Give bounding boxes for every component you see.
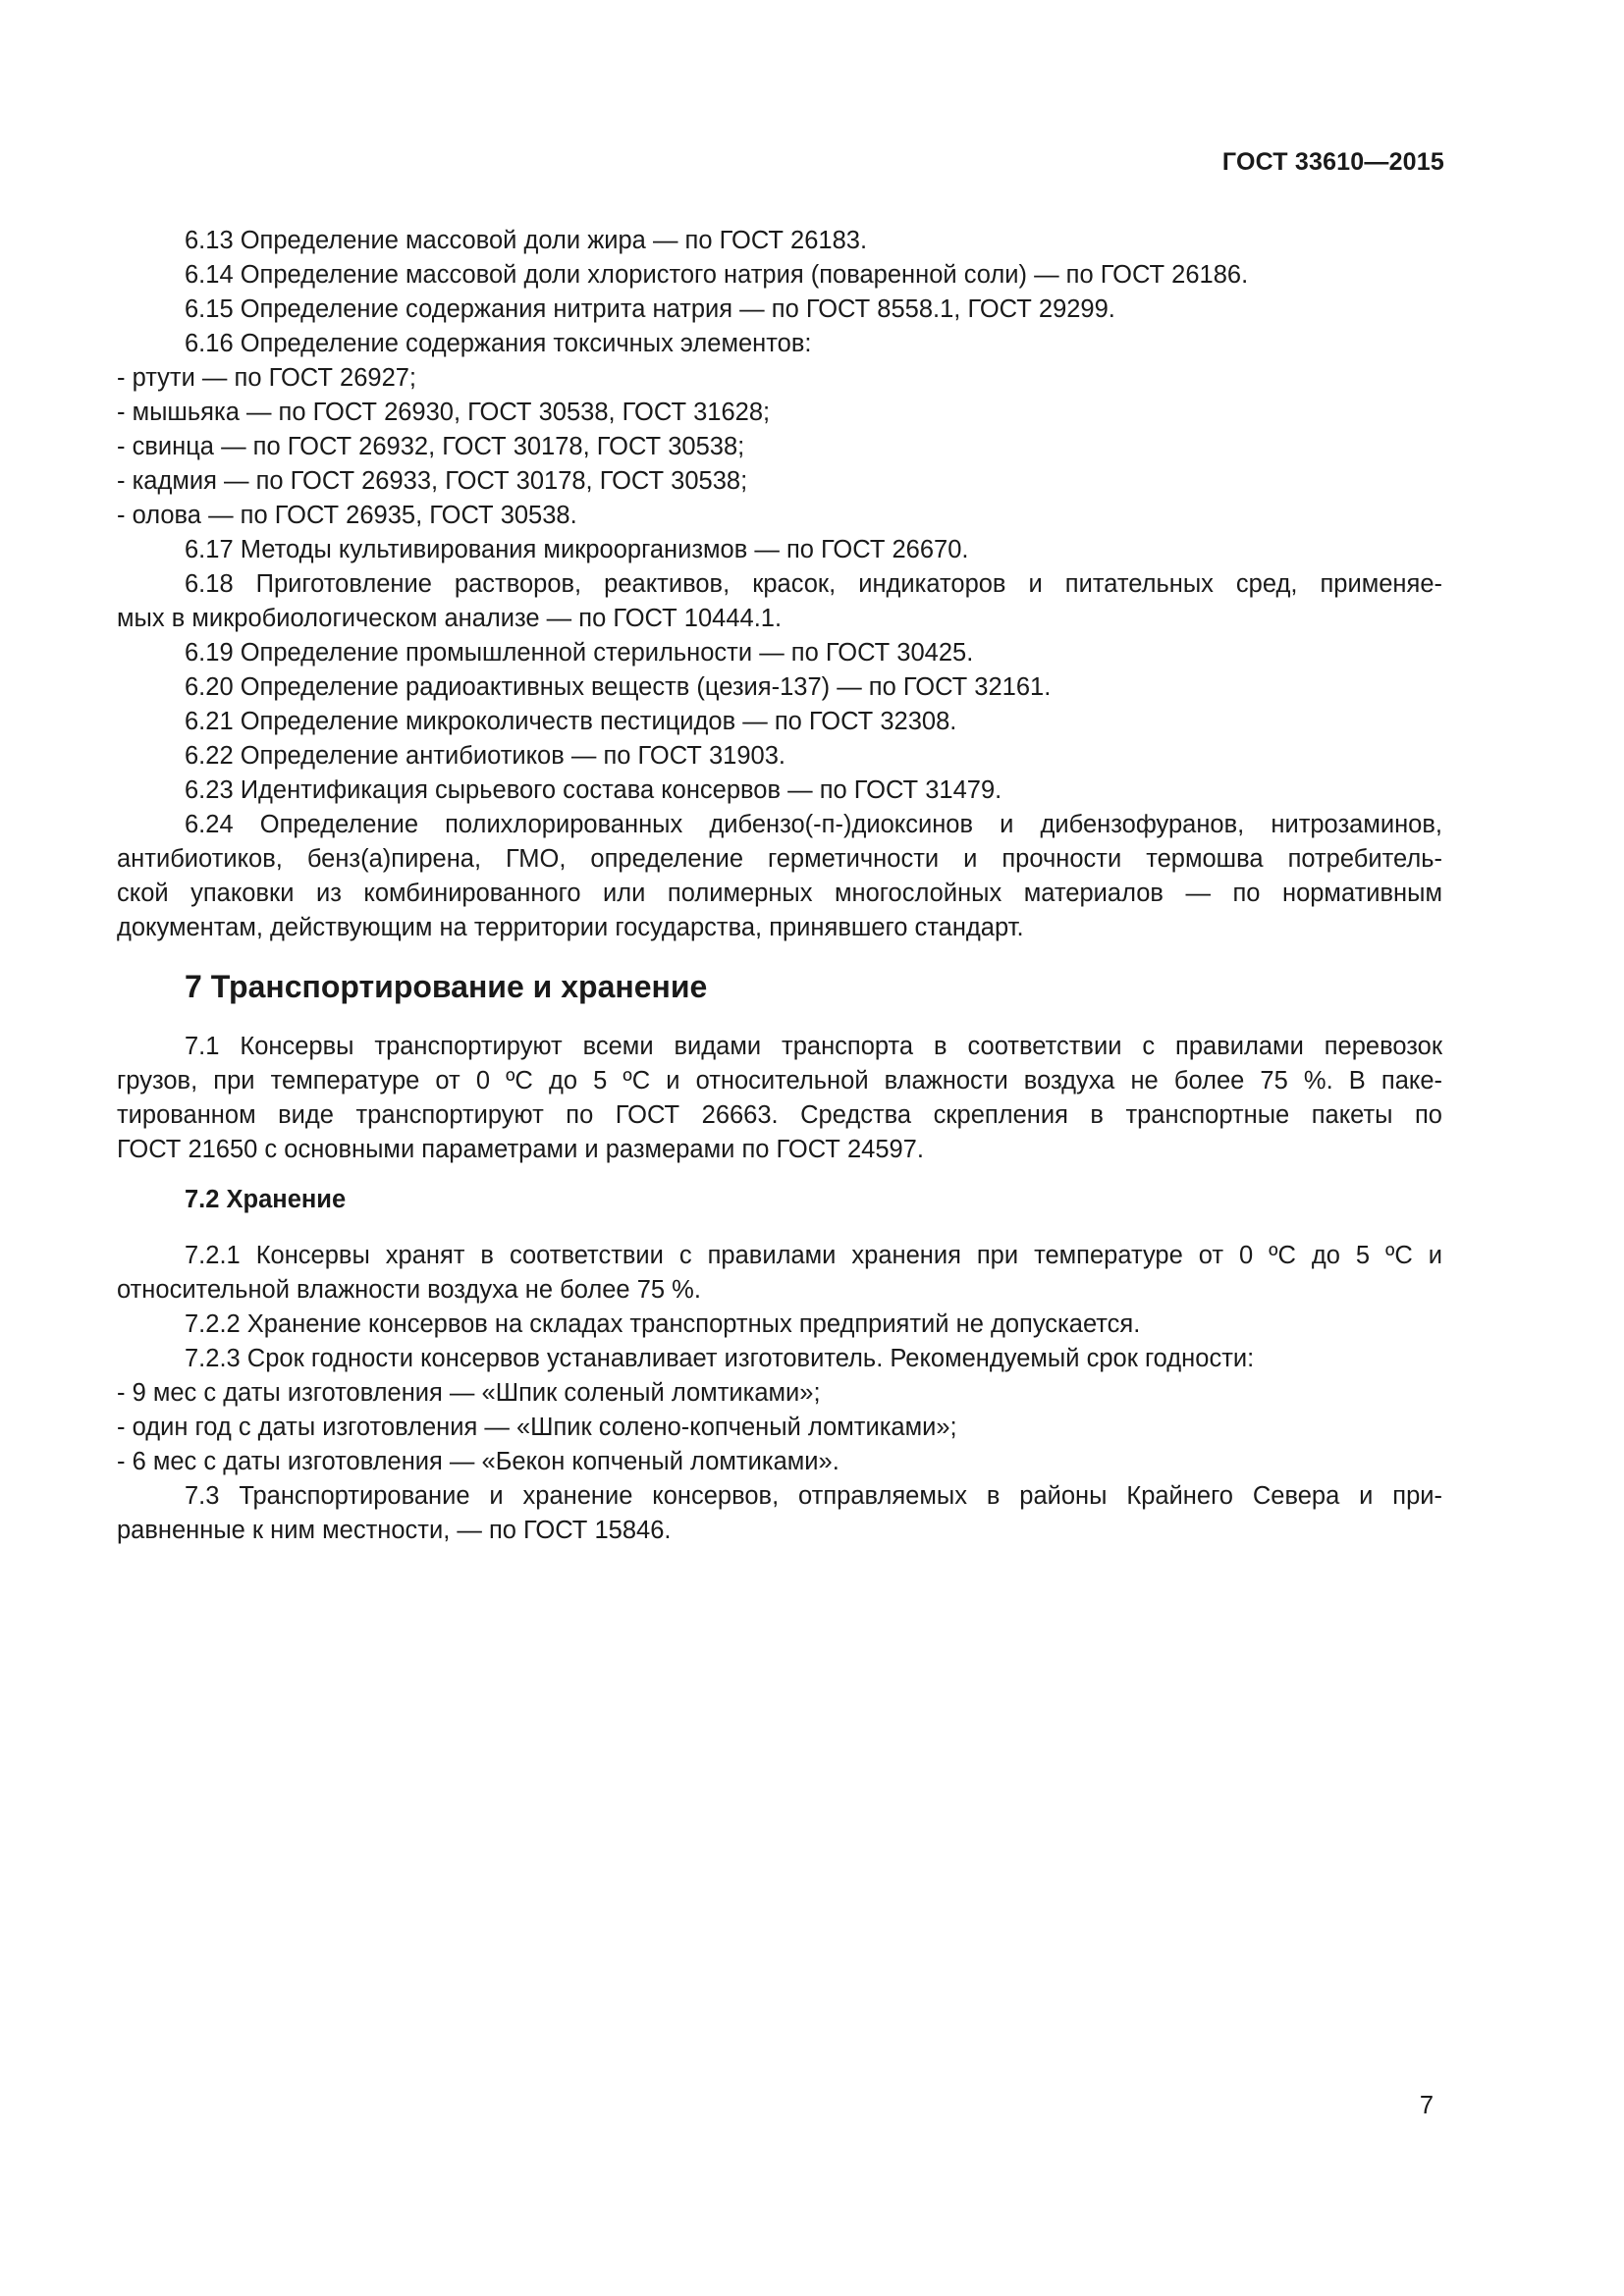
text-line: - 9 мес с даты изготовления — «Шпик соленый ломтиками»; xyxy=(117,1379,821,1407)
page-number: 7 xyxy=(1419,2092,1434,2119)
text-line: 6.23 Идентификация сырьевого состава консервов — по ГОСТ 31479. xyxy=(185,776,1002,804)
subsection-7-2-body xyxy=(117,1239,1442,1548)
text-line: грузов, при температуре от 0 ºС до 5 ºС и относительной влажности воздуха не более 75 %. В паке- xyxy=(117,1067,1442,1095)
text-line: тированном виде транспортируют по ГОСТ 26663. Средства скрепления в транспортные пакеты по xyxy=(117,1101,1442,1129)
text-line: ГОСТ 21650 с основными параметрами и размерами по ГОСТ 24597. xyxy=(117,1136,924,1163)
paragraph-7-1 xyxy=(117,1030,1442,1167)
text-line: ской упаковки из комбинированного или полимерных многослойных материалов — по нормативным xyxy=(117,880,1442,907)
text-line: относительной влажности воздуха не более 75 %. xyxy=(117,1276,701,1304)
document-body xyxy=(117,224,1442,1548)
text-line: 7.3 Транспортирование и хранение консервов, отправляемых в районы Крайнего Севера и при- xyxy=(185,1482,1442,1510)
text-line: 6.21 Определение микроколичеств пестицидов — по ГОСТ 32308. xyxy=(185,708,957,735)
text-line: документам, действующим на территории государства, принявшего стандарт. xyxy=(117,914,1024,941)
text-line: - ртути — по ГОСТ 26927; xyxy=(117,364,417,392)
text-line: - свинца — по ГОСТ 26932, ГОСТ 30178, ГОСТ 30538; xyxy=(117,433,745,460)
section-7-title: 7 Транспортирование и хранение xyxy=(185,969,708,1004)
text-line: 6.22 Определение антибиотиков — по ГОСТ 31903. xyxy=(185,742,785,770)
document-id-header: ГОСТ 33610—2015 xyxy=(1221,148,1444,176)
text-line: - 6 мес с даты изготовления — «Бекон копченый ломтиками». xyxy=(117,1448,839,1475)
text-line: - мышьяка — по ГОСТ 26930, ГОСТ 30538, ГОСТ 31628; xyxy=(117,399,771,426)
text-line: - олова — по ГОСТ 26935, ГОСТ 30538. xyxy=(117,502,577,529)
text-line: 6.15 Определение содержания нитрита натрия — по ГОСТ 8558.1, ГОСТ 29299. xyxy=(185,295,1115,323)
text-line: 6.13 Определение массовой доли жира — по ГОСТ 26183. xyxy=(185,227,868,254)
text-line: 6.24 Определение полихлорированных дибензо(-п-)диоксинов и дибензофуранов, нитрозаминов, xyxy=(185,811,1442,838)
subsection-7-2-title: 7.2 Хранение xyxy=(185,1186,347,1213)
text-line: 6.14 Определение массовой доли хлористого натрия (поваренной соли) — по ГОСТ 26186. xyxy=(185,261,1249,289)
text-line: 6.16 Определение содержания токсичных элементов: xyxy=(185,330,812,357)
text-line: 6.20 Определение радиоактивных веществ (цезия-137) — по ГОСТ 32161. xyxy=(185,673,1052,701)
text-line: антибиотиков, бенз(а)пирена, ГМО, определение герметичности и прочности термошва потребитель- xyxy=(117,845,1442,873)
text-line: 7.2.2 Хранение консервов на складах транспортных предприятий не допускается. xyxy=(185,1310,1141,1338)
text-line: 7.2.1 Консервы хранят в соответствии с правилами хранения при температуре от 0 ºС до 5 ºС и xyxy=(185,1242,1442,1269)
text-line: 7.1 Консервы транспортируют всеми видами транспорта в соответствии с правилами перевозок xyxy=(185,1033,1442,1060)
text-line: мых в микробиологическом анализе — по ГОСТ 10444.1. xyxy=(117,605,783,632)
text-line: 6.19 Определение промышленной стерильности — по ГОСТ 30425. xyxy=(185,639,974,667)
text-line: 6.17 Методы культивирования микроорганизмов — по ГОСТ 26670. xyxy=(185,536,969,563)
text-line: - кадмия — по ГОСТ 26933, ГОСТ 30178, ГОСТ 30538; xyxy=(117,467,748,495)
text-line: равненные к ним местности, — по ГОСТ 15846. xyxy=(117,1517,672,1544)
text-line: - один год с даты изготовления — «Шпик солено-копченый ломтиками»; xyxy=(117,1414,957,1441)
section-6-list xyxy=(117,224,1442,945)
text-line: 7.2.3 Срок годности консервов устанавливает изготовитель. Рекомендуемый срок годности: xyxy=(185,1345,1255,1372)
text-line: 6.18 Приготовление растворов, реактивов, красок, индикаторов и питательных сред, применяе- xyxy=(185,570,1442,598)
